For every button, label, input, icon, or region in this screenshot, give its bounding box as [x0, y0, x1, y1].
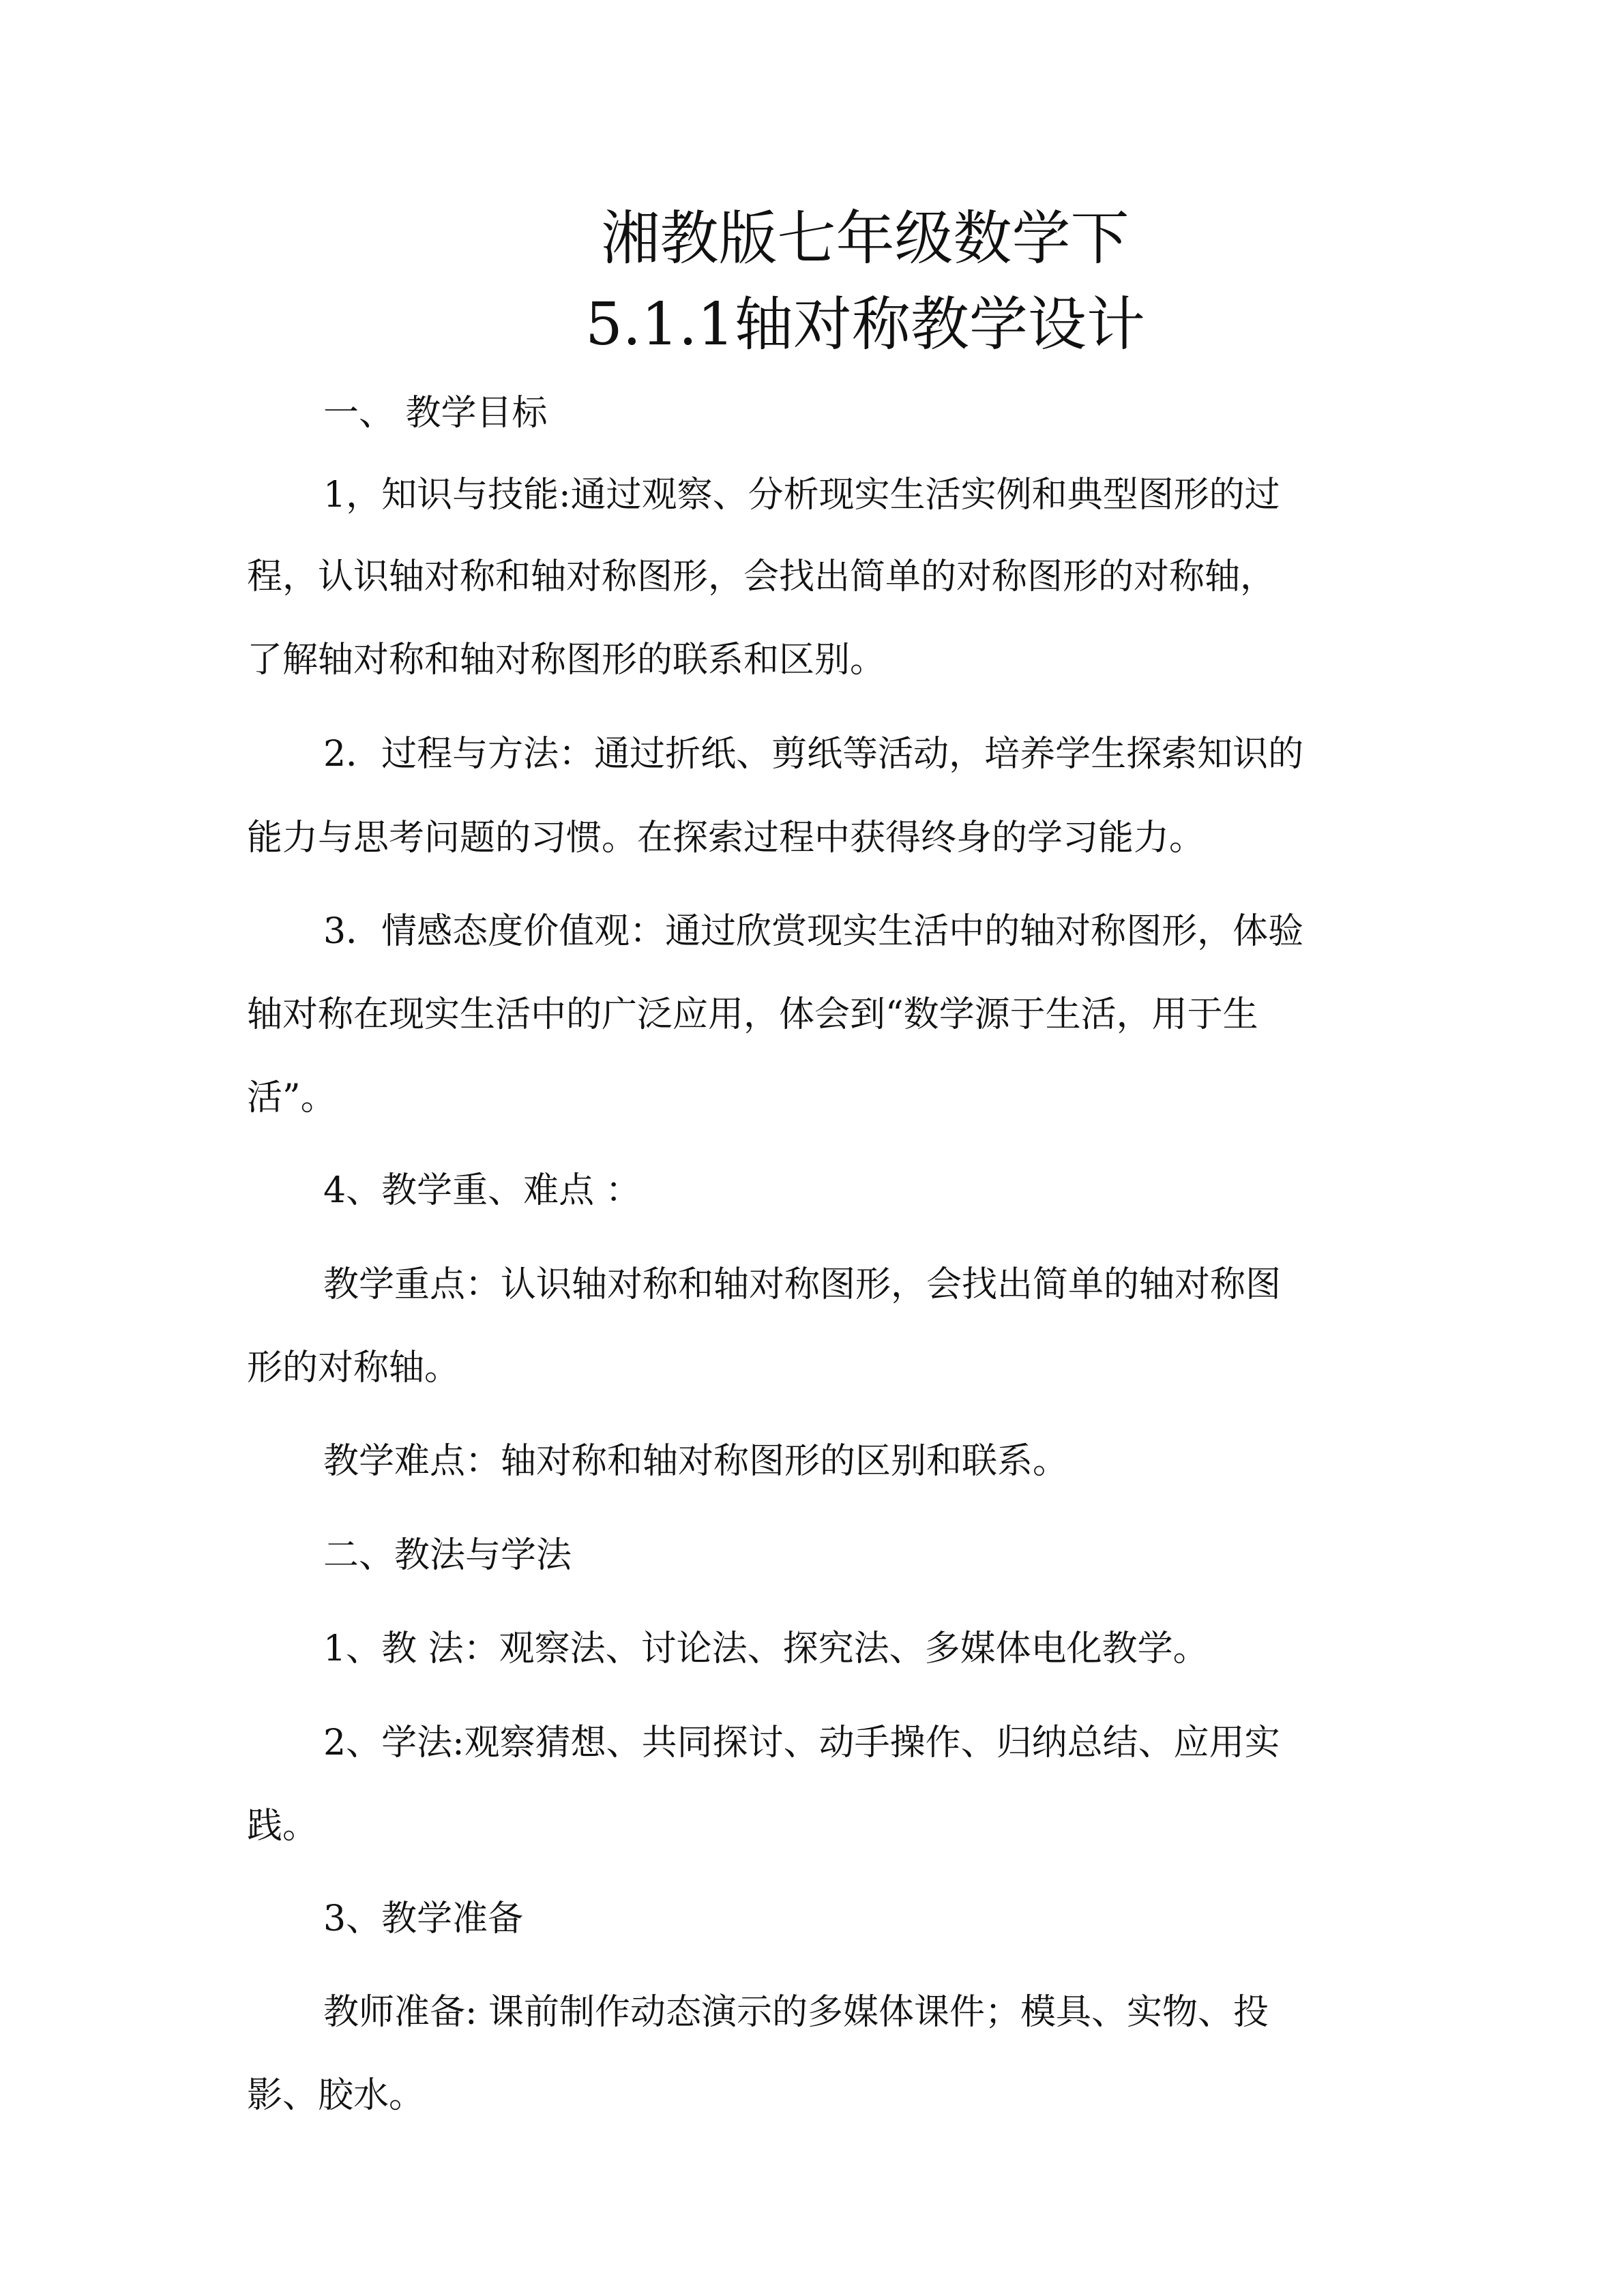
section-heading-objectives: 一、 教学目标	[323, 393, 548, 434]
text-line: 践。	[247, 1806, 319, 1847]
text-line: 形的对称轴。	[247, 1347, 460, 1388]
text-line: 教学难点：轴对称和轴对称图形的区别和联系。	[323, 1441, 1069, 1482]
text-line: 了解轴对称和轴对称图形的联系和区别。	[247, 640, 886, 681]
text-line: 活”。	[247, 1077, 336, 1118]
section-heading-methods: 二、教法与学法	[323, 1535, 572, 1576]
text-line: 1、教 法：观察法、讨论法、探究法、多媒体电化教学。	[323, 1628, 1209, 1669]
text-line: 能力与思考问题的习惯。在探索过程中获得终身的学习能力。	[247, 818, 1205, 859]
text-line: 程，认识轴对称和轴对称图形，会找出简单的对称图形的对称轴，	[247, 556, 1276, 597]
section-heading-preparation: 3、教学准备	[323, 1898, 524, 1939]
text-line: 2．过程与方法：通过折纸、剪纸等活动，培养学生探索知识的	[323, 734, 1304, 775]
text-line: 影、胶水。	[247, 2075, 425, 2116]
document-subtitle: 5.1.1轴对称教学设计	[585, 290, 1145, 359]
text-line: 3．情感态度价值观：通过欣赏现实生活中的轴对称图形，体验	[323, 911, 1304, 952]
text-line: 轴对称在现实生活中的广泛应用，体会到“数学源于生活，用于生	[247, 994, 1258, 1035]
text-line: 1，知识与技能:通过观察、分析现实生活实例和典型图形的过	[323, 475, 1280, 516]
text-line: 教学重点：认识轴对称和轴对称图形，会找出简单的轴对称图	[323, 1264, 1282, 1305]
section-heading-key-points: 4、教学重、难点 ：	[323, 1170, 641, 1211]
document-title: 湘教版七年级数学下	[601, 205, 1130, 273]
text-line: 2、学法:观察猜想、共同探讨、动手操作、归纳总结、应用实	[323, 1723, 1280, 1763]
text-line: 教师准备: 课前制作动态演示的多媒体课件；模具、实物、投	[323, 1992, 1269, 2033]
